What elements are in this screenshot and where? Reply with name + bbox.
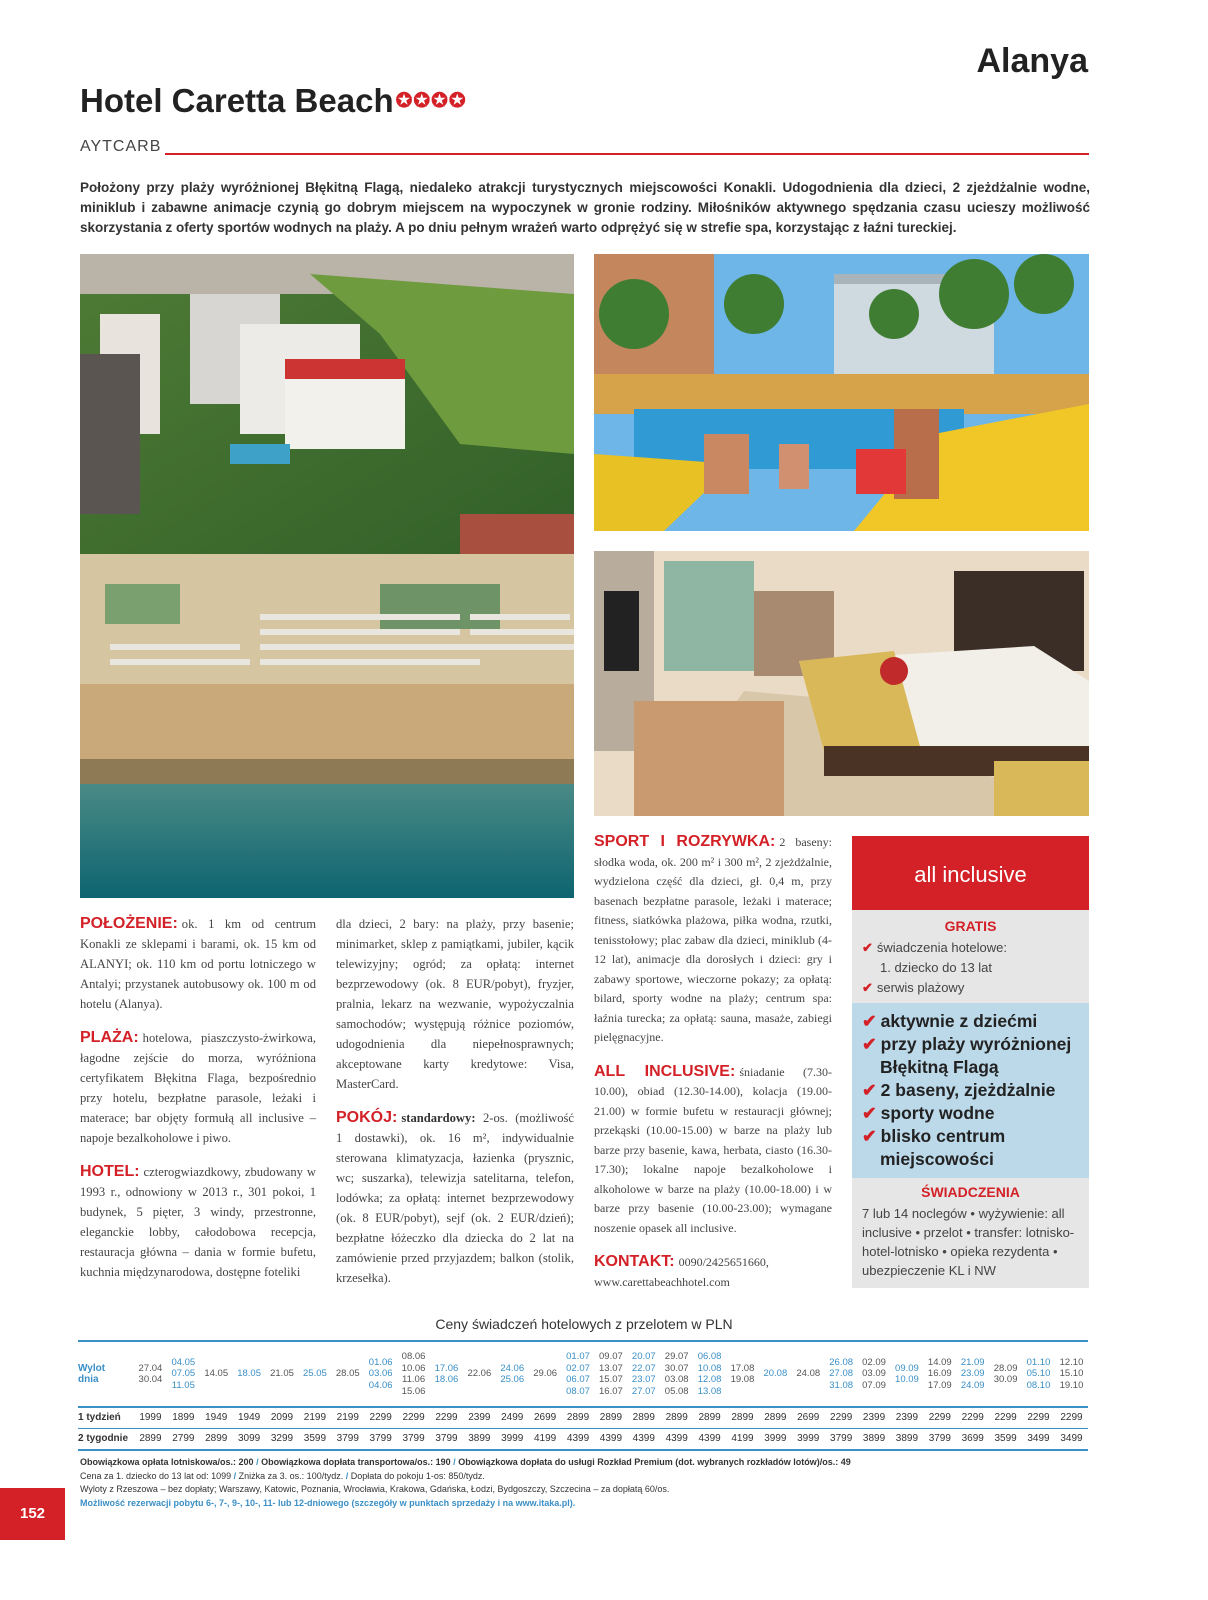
departure-date: 17.08 <box>730 1362 755 1374</box>
departure-date: 21.09 <box>960 1356 985 1368</box>
check-icon: ✔ <box>862 1080 877 1100</box>
price-cell: 2899 <box>726 1407 759 1429</box>
plaza-text: hotelowa, piaszczysto-żwirkowa, łagodne zejście do morza, wyróżniona certyfikatem Błękitna Flaga, bezpośrednio przy hotelu, bezpłatne parasole, leżaki i materace; bar objęty formułą all inclusive – napoje bezalkoholowe i piwo. <box>80 1031 316 1145</box>
all-inclusive-title: all inclusive <box>852 836 1089 910</box>
departure-date: 20.08 <box>763 1368 788 1380</box>
check-icon: ✔ <box>862 1103 877 1123</box>
price-cell: 3099 <box>233 1429 266 1451</box>
highlight-item: ✔ aktywnie z dziećmi <box>862 1011 1038 1031</box>
price-table <box>78 1340 1088 1451</box>
departure-date: 23.07 <box>631 1374 656 1385</box>
price-cell: 2199 <box>298 1407 331 1429</box>
departure-date: 19.10 <box>1059 1379 1084 1391</box>
departure-date: 08.06 <box>401 1351 426 1362</box>
departure-date: 17.06 <box>434 1362 459 1374</box>
check-icon: ✔ <box>862 1011 877 1031</box>
section-polozenie <box>80 914 316 1014</box>
departure-date: 27.04 <box>138 1362 163 1374</box>
price-cell: 2299 <box>1022 1407 1055 1429</box>
departure-date: 07.09 <box>862 1379 886 1391</box>
price-cell: 2399 <box>890 1407 923 1429</box>
departure-date-cell <box>890 1341 923 1407</box>
price-cell: 3599 <box>298 1429 331 1451</box>
departure-date-cell <box>627 1341 660 1407</box>
price-cell: 2899 <box>562 1407 595 1429</box>
waterslide-pool-photo <box>594 254 1089 531</box>
price-row-1-week <box>78 1407 1088 1429</box>
departure-date-cell <box>266 1341 299 1407</box>
price-cell: 3999 <box>496 1429 529 1451</box>
departure-date-cell <box>792 1341 825 1407</box>
price-cell: 4399 <box>660 1429 693 1451</box>
price-cell: 2899 <box>200 1429 233 1451</box>
section-all-inclusive <box>594 1062 832 1239</box>
departure-date-cell <box>956 1341 989 1407</box>
text-column-1 <box>80 914 316 1296</box>
departure-date: 14.09 <box>927 1356 952 1368</box>
departure-date-cell <box>1055 1341 1088 1407</box>
text-column-3 <box>594 832 832 1306</box>
check-icon: ✔ <box>862 940 873 955</box>
price-cell: 1999 <box>134 1407 167 1429</box>
departure-date-cell <box>233 1341 266 1407</box>
price-cell: 3999 <box>792 1429 825 1451</box>
price-cell: 4399 <box>594 1429 627 1451</box>
kontakt-text: 0090/2425651660, www.carettabeachhotel.com <box>594 1255 769 1289</box>
price-cell: 3299 <box>266 1429 299 1451</box>
room-image <box>594 551 1089 816</box>
departure-date: 30.07 <box>664 1362 689 1374</box>
departure-date: 19.08 <box>730 1374 755 1385</box>
departure-date-cell <box>397 1341 430 1407</box>
polozenie-text: ok. 1 km od centrum Konakli ze sklepami i barami, ok. 15 km od ALANYI; ok. 110 km od portu lotniczego w Antalyi; przystanek autobusowy ok. 100 m od hotelu (Alanya). <box>80 917 316 1011</box>
section-plaza <box>80 1028 316 1148</box>
departure-date: 04.06 <box>368 1379 393 1391</box>
departure-date: 28.05 <box>335 1368 360 1380</box>
departure-date: 08.10 <box>1026 1379 1051 1391</box>
price-cell: 4199 <box>529 1429 562 1451</box>
departure-date: 25.05 <box>303 1368 327 1380</box>
departure-date: 03.06 <box>368 1368 393 1380</box>
departure-date-cell <box>463 1341 496 1407</box>
departure-date: 06.07 <box>566 1374 590 1385</box>
hotel-name: Hotel Caretta Beach <box>80 82 394 119</box>
gratis-list <box>862 938 1082 998</box>
departure-date-cell <box>660 1341 693 1407</box>
departure-date-cell <box>726 1341 759 1407</box>
departure-date-cell <box>562 1341 595 1407</box>
departure-date-cell <box>529 1341 562 1407</box>
price-cell: 4399 <box>627 1429 660 1451</box>
price-cell: 3599 <box>989 1429 1022 1451</box>
footnote-line-2: Cena za 1. dziecko do 13 lat od: 1099 / Zniżka za 3. os.: 100/tydz. / Dopłata do pokoju 1-os: 850/tydz. <box>80 1470 485 1481</box>
price-cell: 2299 <box>989 1407 1022 1429</box>
departure-label: Wylot dnia <box>78 1341 134 1407</box>
star-rating-icon: ✪✪✪✪ <box>395 90 467 112</box>
departure-date-cell <box>167 1341 200 1407</box>
price-cell: 2899 <box>627 1407 660 1429</box>
price-cell: 2499 <box>496 1407 529 1429</box>
departure-date: 02.09 <box>862 1356 886 1368</box>
departure-date: 13.08 <box>697 1385 722 1397</box>
aerial-beach-image <box>80 254 574 898</box>
price-cell: 4399 <box>562 1429 595 1451</box>
header-divider <box>165 153 1089 155</box>
price-cell: 3799 <box>397 1429 430 1451</box>
departure-date: 03.08 <box>664 1374 689 1385</box>
plaza-heading: PLAŻA: <box>80 1029 139 1046</box>
price-cell: 3799 <box>923 1429 956 1451</box>
section-sport <box>594 832 832 1048</box>
departure-date-cell <box>693 1341 726 1407</box>
hotel-text: czterogwiazdkowy, zbudowany w 1993 r., odnowiony w 2013 r., 301 pokoi, 1 budynek, 5 pięter, 3 windy, przestronne, eleganckie lobby, całodobowa recepcja, restauracja główna – dania w formie bufetu, kuchnia międzynarodowa, dostępne foteliki <box>80 1165 316 1279</box>
pool-image <box>594 254 1089 531</box>
footnote-line-1: Obowiązkowa opłata lotniskowa/os.: 200 / Obowiązkowa dopłata transportowa/os.: 190 / Obowiązkowa dopłata do usługi Rozkład Premium (dot. wybranych rozkładów lotów)/os.: 49 <box>80 1457 851 1467</box>
highlight-item: ✔ 2 baseny, zjeżdżalnie <box>862 1080 1056 1100</box>
departure-date-cell <box>298 1341 331 1407</box>
departure-date: 12.10 <box>1059 1356 1084 1368</box>
departure-date-cell <box>1022 1341 1055 1407</box>
price-cell: 2299 <box>397 1407 430 1429</box>
departure-date: 04.05 <box>171 1356 196 1368</box>
price-cell: 2299 <box>956 1407 989 1429</box>
departure-date-cell <box>858 1341 891 1407</box>
price-cell: 2799 <box>167 1429 200 1451</box>
departure-date-cell <box>200 1341 233 1407</box>
departure-date-cell <box>496 1341 529 1407</box>
departure-date: 01.06 <box>368 1356 393 1368</box>
check-icon: ✔ <box>862 1126 877 1146</box>
price-table-title: Ceny świadczeń hotelowych z przelotem w PLN <box>435 1316 733 1332</box>
price-cell: 2399 <box>858 1407 891 1429</box>
price-cell: 2899 <box>594 1407 627 1429</box>
departure-date: 14.05 <box>204 1368 229 1380</box>
departure-date: 10.08 <box>697 1362 722 1374</box>
highlights-list <box>862 1010 1087 1171</box>
pokoj-text: 2-os. (możliwość 1 dostawki), ok. 16 m², indywidualnie sterowana klimatyzacja, łazienka (prysznic, wc; suszarka), telewizja satelitarna, telefon, lodówka; za opłatą: internet bezprzewodowy (ok. 8 EUR/pobyt), sejf (ok. 2 EUR/dzień); bezpłatne łóżeczko dla dziecka do 2 lat na zamówienie przed przyjazdem; balkon (stolik, krzesełka). <box>336 1111 574 1285</box>
price-cell: 2299 <box>825 1407 858 1429</box>
offer-code: AYTCARB <box>80 138 162 155</box>
week1-label: 1 tydzień <box>78 1407 134 1429</box>
price-cell: 2899 <box>660 1407 693 1429</box>
departure-date: 23.09 <box>960 1368 985 1380</box>
departure-date: 16.09 <box>927 1368 952 1380</box>
departure-date: 26.08 <box>829 1356 854 1368</box>
price-cell: 1949 <box>233 1407 266 1429</box>
departure-date: 09.09 <box>895 1362 919 1374</box>
swiadczenia-title: ŚWIADCZENIA <box>921 1184 1020 1200</box>
departure-date: 18.06 <box>434 1374 459 1385</box>
highlight-item: ✔ blisko centrum miejscowości <box>862 1126 1006 1169</box>
departure-date: 30.09 <box>993 1374 1018 1385</box>
departure-date: 24.09 <box>960 1379 985 1391</box>
departure-date: 08.07 <box>566 1385 590 1397</box>
departure-date-cell <box>594 1341 627 1407</box>
pokoj-type: standardowy: <box>401 1111 476 1125</box>
price-cell: 2699 <box>792 1407 825 1429</box>
price-cell: 2899 <box>693 1407 726 1429</box>
departure-date: 29.07 <box>664 1351 689 1362</box>
allinc-heading: ALL INCLUSIVE: <box>594 1062 736 1080</box>
departure-date: 22.07 <box>631 1362 656 1374</box>
highlight-item: ✔ przy plaży wyróżnionej Błękitną Flagą <box>862 1034 1072 1077</box>
gratis-subitem: 1. dziecko do 13 lat <box>880 960 993 975</box>
departure-date-cell <box>134 1341 167 1407</box>
departure-date: 15.06 <box>401 1385 426 1397</box>
highlight-item: ✔ sporty wodne <box>862 1103 995 1123</box>
footnote-line-4: Możliwość rezerwacji pobytu 6-, 7-, 9-, 10-, 11- lub 12-dniowego (szczegóły w punktach sprzedaży i na www.itaka.pl). <box>80 1497 576 1508</box>
hotel-heading: HOTEL: <box>80 1163 140 1180</box>
polozenie-heading: POŁOŻENIE: <box>80 915 178 932</box>
departure-date-cell <box>430 1341 463 1407</box>
departure-date: 11.06 <box>402 1374 426 1385</box>
intro-paragraph: Położony przy plaży wyróżnionej Błękitną Flagą, niedaleko atrakcji turystycznych miejscowości Konakli. Udogodnienia dla dzieci, 2 zjeżdżalnie wodne, miniklub i zabawne animacje czynią go dobrym miejscem na wypoczynek w gronie rodziny. Miłośników aktywnego spędzania czasu ucieszy możliwość skorzystania z oferty sportów wodnych na plaży. A po dniu pełnym wrażeń warto odprężyć się w strefie spa, korzystając z łaźni tureckiej. <box>80 180 1090 235</box>
price-cell: 3899 <box>890 1429 923 1451</box>
price-cell: 2899 <box>134 1429 167 1451</box>
departure-date: 10.06 <box>401 1362 426 1374</box>
hotel-title <box>80 82 467 120</box>
sport-text: 2 baseny: słodka woda, ok. 200 m² i 300 m², 2 zjeżdżalnie, wydzielona część dla dzieci, gł. 0,4 m, przy basenach bezpłatne parasole, leżaki i materace; fitness, siatkówka plażowa, piłka wodna, rzutki, tenisstołowy; plac zabaw dla dzieci, miniklub (4-12 lat), animacje dla dorosłych i dzieci: gry i zabawy sportowe, wieczorne pokazy; za opłatą: bilard, sporty wodne na plaży; centrum spa: łaźnia turecka; za opłatą: sauna, masaże, zabiegi pielęgnacyjne. <box>594 835 832 1044</box>
price-cell: 2299 <box>1055 1407 1088 1429</box>
departure-date: 07.05 <box>171 1368 196 1380</box>
departure-date: 02.07 <box>566 1362 590 1374</box>
departure-date: 06.08 <box>697 1351 722 1362</box>
sport-heading: SPORT I ROZRYWKA: <box>594 833 776 850</box>
price-cell: 2299 <box>923 1407 956 1429</box>
price-cell: 1899 <box>167 1407 200 1429</box>
hotel-room-photo <box>594 551 1089 816</box>
departure-date: 15.07 <box>599 1374 623 1385</box>
page-number: 152 <box>0 1488 65 1540</box>
departure-date: 16.07 <box>599 1385 623 1397</box>
departure-date: 28.09 <box>993 1362 1018 1374</box>
departure-dates-row <box>78 1341 1088 1407</box>
price-cell: 3899 <box>463 1429 496 1451</box>
departure-date: 11.05 <box>171 1379 195 1391</box>
swiadczenia-text: 7 lub 14 noclegów • wyżywienie: all inclusive • przelot • transfer: lotnisko-hotel-lotnisko • opieka rezydenta • ubezpieczenie KL i NW <box>862 1206 1075 1278</box>
price-cell: 2299 <box>430 1407 463 1429</box>
price-cell: 4199 <box>726 1429 759 1451</box>
price-cell: 3699 <box>956 1429 989 1451</box>
price-cell: 2299 <box>364 1407 397 1429</box>
price-cell: 3799 <box>430 1429 463 1451</box>
price-cell: 2699 <box>529 1407 562 1429</box>
pokoj-heading: POKÓJ: <box>336 1109 398 1126</box>
departure-date: 10.09 <box>895 1374 919 1385</box>
departure-date: 21.05 <box>270 1368 294 1380</box>
departure-date: 31.08 <box>829 1379 854 1391</box>
departure-date: 22.06 <box>467 1368 492 1380</box>
departure-date: 05.08 <box>664 1385 689 1397</box>
departure-date: 18.05 <box>237 1368 261 1380</box>
section-hotel <box>80 1162 316 1282</box>
check-icon: ✔ <box>862 980 873 995</box>
departure-date: 15.10 <box>1059 1368 1084 1380</box>
allinc-text: śniadanie (7.30-10.00), obiad (12.30-14.00), kolacja (19.00-21.00) w formie bufetu w restauracji głównej; przekąski (10.00-15.00) w barze na plaży lub barze przy basenie, kawa, herbata, ciasto (16.30-17.30); lokalne napoje bezalkoholowe i alkoholowe w barze na plaży (10.00-18.00) i w barze przy basenie (10.00-23.00); wymagane noszenie opasek all inclusive. <box>594 1064 832 1235</box>
departure-date-cell <box>759 1341 792 1407</box>
kontakt-heading: KONTAKT: <box>594 1253 675 1270</box>
price-cell: 2099 <box>266 1407 299 1429</box>
departure-date: 09.07 <box>599 1351 623 1362</box>
price-cell: 4399 <box>693 1429 726 1451</box>
departure-date-cell <box>923 1341 956 1407</box>
price-row-2-weeks <box>78 1429 1088 1451</box>
departure-date: 20.07 <box>631 1351 656 1362</box>
gratis-item: ✔ serwis plażowy <box>862 980 965 995</box>
departure-date: 12.08 <box>697 1374 722 1385</box>
departure-date: 13.07 <box>599 1362 623 1374</box>
departure-date: 03.09 <box>862 1368 886 1380</box>
price-cell: 3799 <box>364 1429 397 1451</box>
gratis-title: GRATIS <box>944 918 997 934</box>
hotel-text-continued: dla dzieci, 2 bary: na plaży, przy basenie; minimarket, sklep z pamiątkami, jubiler, kącik telewizyjny; ogród; za opłatą: internet bezprzewodowy (ok. 8 EUR/pobyt), fryzjer, pralnia, lekarz na wezwanie, wypożyczalnia samochodów; występują różnice poziomów, udogodnienia dla niepełnosprawnych; akceptowane karty kredytowe: Visa, MasterCard. <box>336 917 574 1091</box>
price-cell: 3799 <box>825 1429 858 1451</box>
aerial-beach-photo <box>80 254 574 898</box>
footnote-line-3: Wyloty z Rzeszowa – bez dopłaty; Warszawy, Katowic, Poznania, Wrocławia, Krakowa, Gdańska, Łodzi, Bydgoszczy, Szczecina – za dopłatą 60/os. <box>80 1484 670 1494</box>
price-cell: 2399 <box>463 1407 496 1429</box>
price-cell: 3799 <box>331 1429 364 1451</box>
departure-date-cell <box>989 1341 1022 1407</box>
departure-date-cell <box>364 1341 397 1407</box>
section-kontakt <box>594 1252 832 1292</box>
departure-date: 17.09 <box>927 1379 952 1391</box>
price-cell: 2899 <box>759 1407 792 1429</box>
footnotes <box>80 1456 1090 1510</box>
departure-date: 24.08 <box>796 1368 821 1380</box>
departure-date-cell <box>331 1341 364 1407</box>
departure-date: 27.07 <box>631 1385 656 1397</box>
departure-date: 25.06 <box>500 1374 525 1385</box>
departure-date: 29.06 <box>533 1368 558 1380</box>
price-cell: 2199 <box>331 1407 364 1429</box>
week2-label: 2 tygodnie <box>78 1429 134 1451</box>
text-column-2 <box>336 914 574 1302</box>
departure-date: 24.06 <box>500 1362 525 1374</box>
price-cell: 3499 <box>1022 1429 1055 1451</box>
departure-date: 01.07 <box>566 1351 590 1362</box>
gratis-item: ✔ świadczenia hotelowe: <box>862 940 1007 955</box>
departure-date: 27.08 <box>829 1368 854 1380</box>
departure-date: 30.04 <box>138 1374 163 1385</box>
departure-date-cell <box>825 1341 858 1407</box>
price-cell: 1949 <box>200 1407 233 1429</box>
check-icon: ✔ <box>862 1034 877 1054</box>
price-cell: 3499 <box>1055 1429 1088 1451</box>
price-cell: 3899 <box>858 1429 891 1451</box>
region-name: Alanya <box>976 42 1088 80</box>
departure-date: 05.10 <box>1026 1368 1051 1380</box>
section-pokoj <box>336 1108 574 1288</box>
departure-date: 01.10 <box>1026 1356 1051 1368</box>
price-cell: 3999 <box>759 1429 792 1451</box>
